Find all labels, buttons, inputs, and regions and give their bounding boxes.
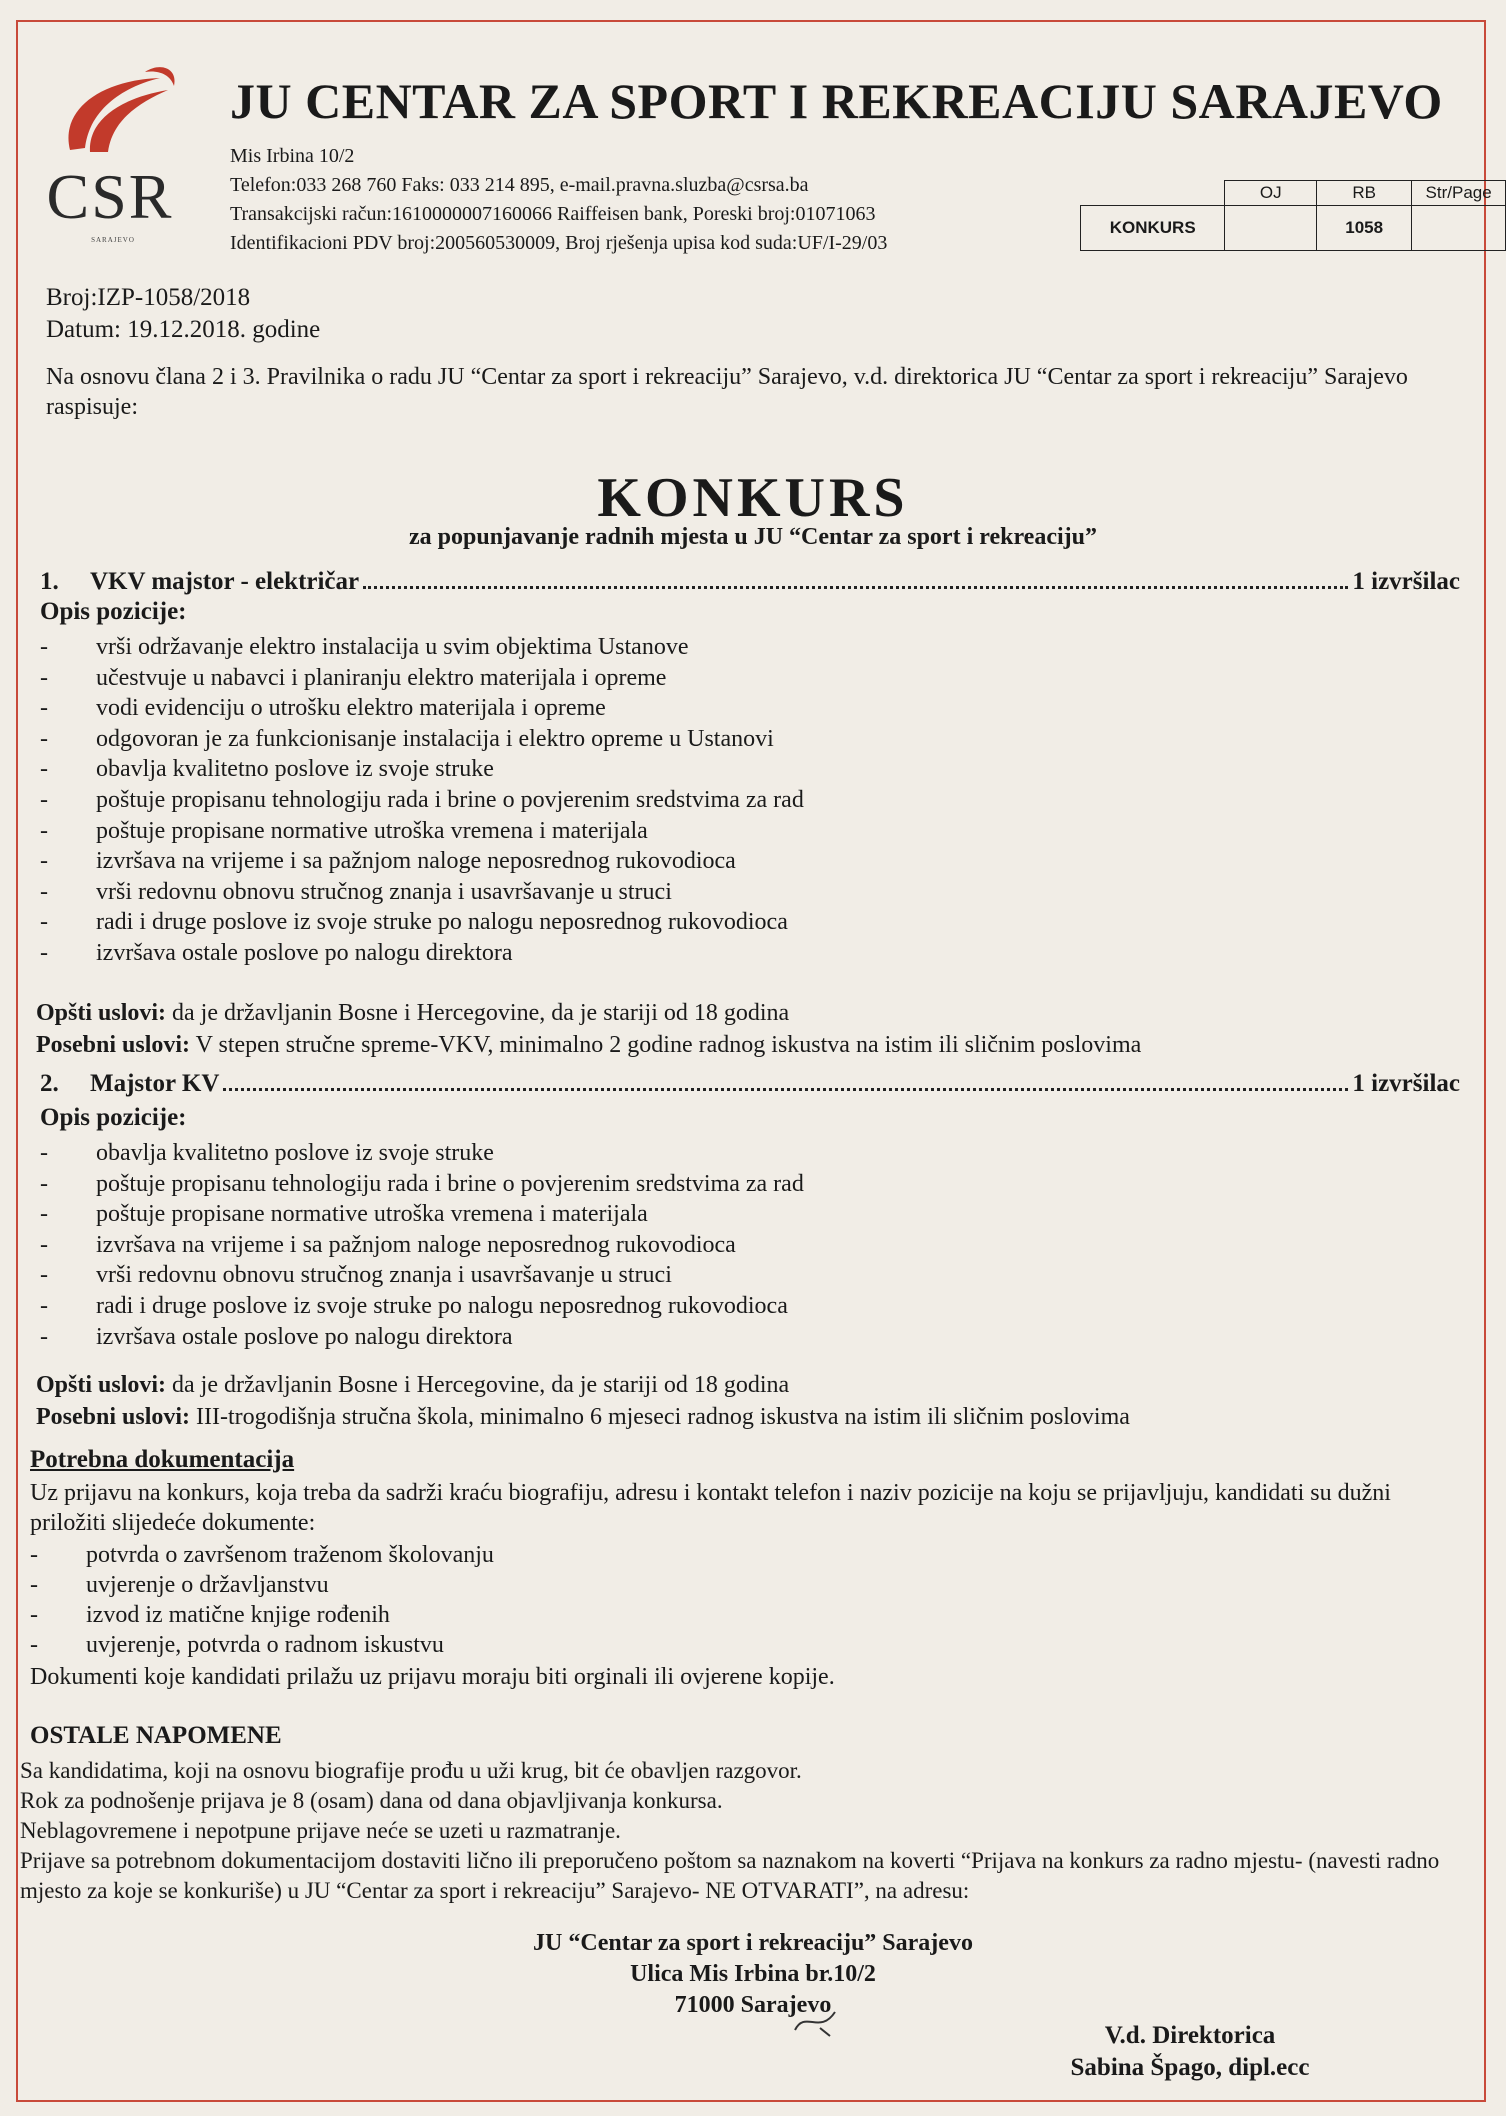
regbox-rb-value: 1058 — [1317, 206, 1412, 251]
position-header — [40, 568, 1460, 596]
position-header — [40, 1070, 1460, 1098]
subtitle: za popunjavanje radnih mjesta u JU “Centar za sport i rekreaciju” — [409, 524, 1097, 550]
list-item: - potvrda o završenom traženom školovanju — [30, 1542, 494, 1568]
org-address: Mis Irbina 10/2 — [230, 145, 355, 167]
note-line: Sa kandidatima, koji na osnovu biografije prođu u uži krug, bit će obavljen razgovor. — [20, 1758, 802, 1783]
list-item: - obavlja kvalitetno poslove iz svoje struke — [40, 756, 494, 783]
description-label: Opis pozicije: — [40, 1104, 187, 1131]
list-item: - izvršava na vrijeme i sa pažnjom naloge neposrednog rukovodioca — [40, 848, 736, 875]
list-item: - uvjerenje o državljanstvu — [30, 1572, 329, 1598]
list-item: - obavlja kvalitetno poslove iz svoje struke — [40, 1140, 494, 1166]
list-item: - vrši redovnu obnovu stručnog znanja i usavršavanje u struci — [40, 878, 672, 905]
documentation-intro: Uz prijavu na konkurs, koja treba da sadrži kraću biografiju, adresu i kontakt telefon i naziv pozicije na koju se prijavljuju, kandidati su dužni priložiti slijedeće dokumente: — [30, 1480, 1391, 1536]
list-item: - izvod iz matične knjige rođenih — [30, 1602, 390, 1628]
list-item: - učestvuje u nabavci i planiranju elektro materijala i opreme — [40, 664, 667, 691]
list-item: - uvjerenje, potvrda o radnom iskustvu — [30, 1632, 444, 1658]
logo-text: CSR — [46, 161, 174, 232]
note-line: Neblagovremene i nepotpune prijave neće se uzeti u razmatranje. — [20, 1818, 621, 1843]
logo-subtext: SARAJEVO — [91, 236, 135, 244]
special-conditions: Posebni uslovi: V stepen stručne spreme-VKV, minimalno 2 godine radnog iskustva na istim ili sličnim poslovima — [36, 1032, 1142, 1058]
dot-leader — [223, 1088, 1348, 1091]
list-item: - poštuje propisane normative utroška vremena i materijala — [40, 817, 648, 844]
org-phone: Telefon:033 268 760 Faks: 033 214 895, e-mail.pravna.sluzba@csrsa.ba — [230, 174, 809, 196]
notes-heading: OSTALE NAPOMENE — [30, 1722, 282, 1749]
regbox-col-page: Str/Page — [1412, 181, 1506, 206]
swirl-logo-icon — [50, 60, 180, 160]
list-item: - poštuje propisanu tehnologiju rada i brine o povjerenim sredstvima za rad — [40, 786, 804, 813]
list-item: - izvršava ostale poslove po nalogu direktora — [40, 1323, 513, 1350]
address-line: 71000 Sarajevo — [674, 1992, 832, 2018]
org-pdv: Identifikacioni PDV broj:200560530009, Broj rješenja upisa kod suda:UF/I-29/03 — [230, 232, 888, 254]
regbox-col-rb: RB — [1317, 181, 1412, 206]
address-line: Ulica Mis Irbina br.10/2 — [630, 1961, 876, 1987]
signature-block — [1060, 2020, 1320, 2084]
organization-contact — [230, 142, 887, 258]
regbox-blank — [1081, 181, 1225, 206]
documents-list — [30, 1540, 494, 1660]
csr-logo — [40, 60, 180, 250]
position-name: VKV majstor - električar — [90, 568, 360, 595]
main-title: KONKURS — [597, 467, 909, 529]
duties-list — [40, 632, 804, 969]
notes-body — [20, 1756, 1460, 1906]
regbox-col-oj: OJ — [1225, 181, 1317, 206]
list-item: - radi i druge poslove iz svoje struke po nalogu neposrednog rukovodioca — [40, 909, 788, 936]
registry-box — [1080, 180, 1506, 251]
document-refs — [46, 282, 320, 346]
list-item: - poštuje propisane normative utroška vremena i materijala — [40, 1201, 648, 1228]
regbox-oj-value — [1225, 206, 1317, 251]
list-item: - radi i druge poslove iz svoje struke po nalogu neposrednog rukovodioca — [40, 1292, 788, 1319]
list-item: - poštuje propisanu tehnologiju rada i brine o povjerenim sredstvima za rad — [40, 1170, 804, 1197]
general-conditions: Opšti uslovi: da je državljanin Bosne i Hercegovine, da je stariji od 18 godina — [36, 1372, 790, 1398]
list-item: - odgovoran je za funkcionisanje instalacija i elektro opreme u Ustanovi — [40, 725, 774, 752]
position-count: 1 izvršilac — [1352, 1070, 1460, 1097]
note-line: Prijave sa potrebnom dokumentacijom dostaviti lično ili preporučeno poštom sa naznakom na koverti “Prijava na konkurs za radno mjestu- (navesti radno mjesto za koje se konkuriše) u JU “Centar za sport i rekreaciju” Sarajevo- NE OTVARATI”, na adresu: — [20, 1848, 1440, 1903]
stamp-mark-icon — [790, 2000, 850, 2040]
organization-title: JU CENTAR ZA SPORT I REKREACIJU SARAJEVO — [230, 73, 1443, 129]
org-bank: Transakcijski račun:1610000007160066 Raiffeisen bank, Poreski broj:01071063 — [230, 203, 876, 225]
special-conditions: Posebni uslovi: III-trogodišnja stručna škola, minimalno 6 mjeseci radnog iskustva na istim ili sličnim poslovima — [36, 1404, 1130, 1430]
position-count: 1 izvršilac — [1352, 568, 1460, 595]
list-item: - vodi evidenciju o utrošku elektro materijala i opreme — [40, 695, 606, 722]
list-item: - vrši održavanje elektro instalacija u svim objektima Ustanove — [40, 634, 689, 660]
submission-address — [0, 1928, 1506, 2021]
list-item: - izvršava ostale poslove po nalogu direktora — [40, 939, 513, 966]
position-number: 2. — [40, 1070, 59, 1097]
documentation-outro: Dokumenti koje kandidati prilažu uz prijavu moraju biti orginali ili ovjerene kopije. — [30, 1664, 835, 1690]
list-item: - izvršava na vrijeme i sa pažnjom naloge neposrednog rukovodioca — [40, 1231, 736, 1258]
description-label: Opis pozicije: — [40, 598, 187, 625]
general-conditions: Opšti uslovi: da je državljanin Bosne i Hercegovine, da je stariji od 18 godina — [36, 1000, 790, 1026]
list-item: - vrši redovnu obnovu stručnog znanja i usavršavanje u struci — [40, 1262, 672, 1289]
signatory-name: Sabina Špago, dipl.ecc — [1070, 2054, 1310, 2081]
regbox-page-value — [1412, 206, 1506, 251]
documentation-heading: Potrebna dokumentacija — [30, 1446, 295, 1473]
regbox-type: KONKURS — [1081, 206, 1225, 251]
doc-number: Broj:IZP-1058/2018 — [46, 284, 251, 311]
note-line: Rok za podnošenje prijava je 8 (osam) dana od dana objavljivanja konkursa. — [20, 1788, 723, 1813]
position-name: Majstor KV — [90, 1070, 220, 1097]
signatory-role: V.d. Direktorica — [1104, 2022, 1276, 2049]
duties-list — [40, 1138, 804, 1352]
address-line: JU “Centar za sport i rekreaciju” Sarajevo — [533, 1930, 973, 1956]
dot-leader — [363, 586, 1348, 589]
intro-paragraph: Na osnovu člana 2 i 3. Pravilnika o radu JU “Centar za sport i rekreaciju” Sarajevo, v.d. direktorica JU “Centar za sport i rekreaciju” Sarajevo raspisuje: — [46, 364, 1408, 420]
position-number: 1. — [40, 568, 59, 595]
doc-date: Datum: 19.12.2018. godine — [46, 316, 321, 343]
